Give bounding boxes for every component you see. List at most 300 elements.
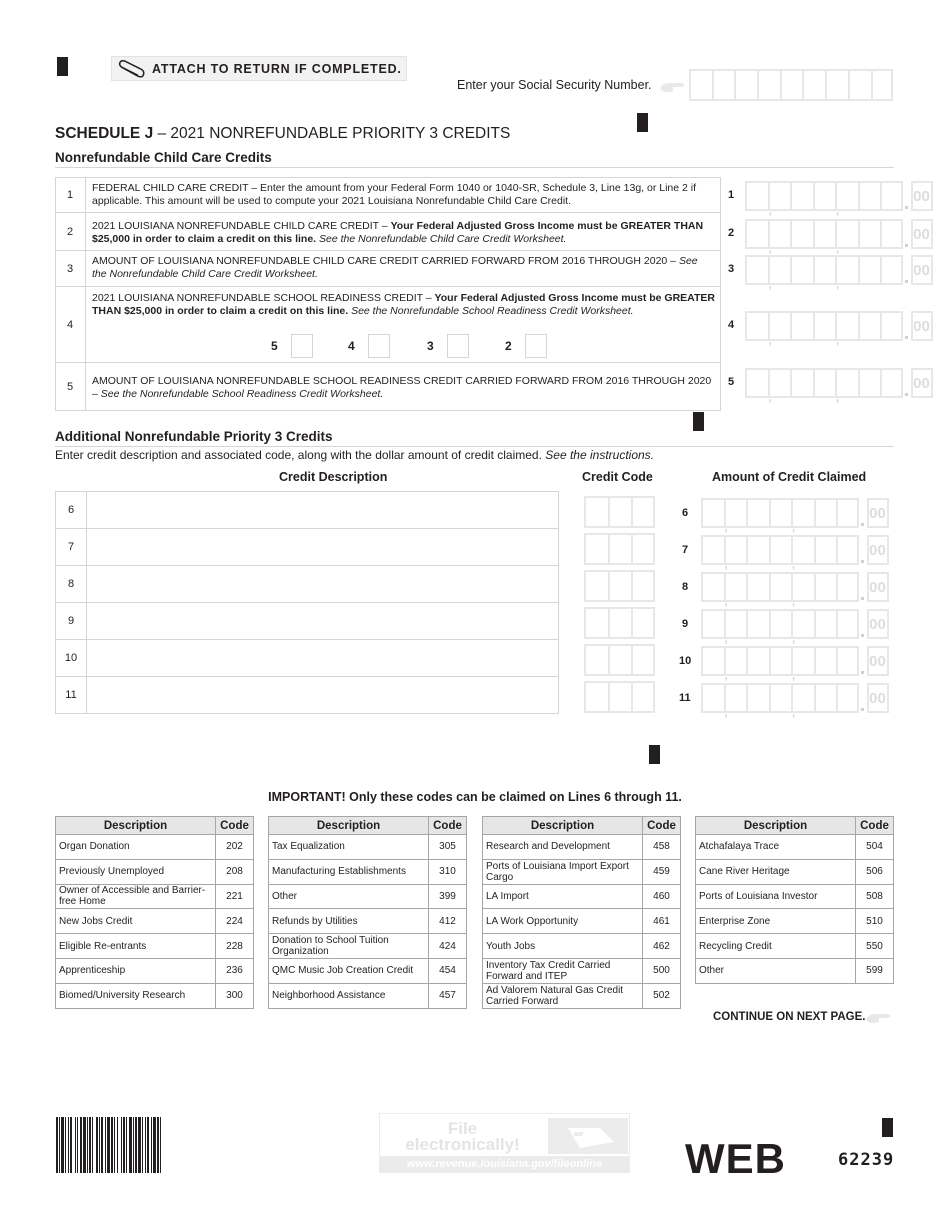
code-value: 504 — [856, 835, 894, 860]
cents-box: 00 — [911, 368, 933, 398]
table-row — [696, 909, 894, 934]
registration-mark — [637, 113, 648, 132]
amount-digit-box[interactable] — [724, 683, 747, 713]
amount-digit-box[interactable] — [835, 181, 858, 211]
code-description: LA Work Opportunity — [483, 909, 643, 934]
table-row — [483, 934, 681, 959]
description-header: Description — [269, 817, 429, 835]
amount-digit-box[interactable] — [701, 646, 724, 676]
code-digit-box[interactable] — [631, 681, 655, 713]
amount-digit-box[interactable] — [813, 255, 836, 285]
amount-digit-box[interactable] — [724, 609, 747, 639]
code-description: Ports of Louisiana Import Export Cargo — [483, 859, 643, 884]
code-digit-box[interactable] — [631, 570, 655, 602]
line-number: 8 — [56, 566, 87, 602]
section2-intro: Enter credit description and associated code, along with the dollar amount of credit claimed. See the instructions. — [55, 448, 654, 462]
code-header: Code — [856, 817, 894, 835]
amount-input[interactable] — [701, 609, 889, 639]
table-row — [269, 958, 467, 983]
code-description: Youth Jobs — [483, 934, 643, 959]
right-line-number: 10 — [679, 655, 692, 667]
code-description: Inventory Tax Credit Carried Forward and ITEP — [483, 958, 643, 983]
table-row — [696, 934, 894, 959]
cents-box: 00 — [911, 219, 933, 249]
cents-box: 00 — [867, 683, 889, 713]
web-label: WEB — [685, 1135, 786, 1182]
amount-digit-box[interactable] — [769, 683, 792, 713]
amount-digit-box[interactable] — [791, 572, 814, 602]
code-value: 310 — [429, 859, 467, 884]
code-description: Ports of Louisiana Investor — [696, 884, 856, 909]
amount-digit-box[interactable] — [836, 683, 859, 713]
amount-digit-box[interactable] — [768, 368, 791, 398]
amount-digit-box[interactable] — [746, 683, 769, 713]
file-electronically-logo[interactable] — [379, 1113, 630, 1173]
code-description: Organ Donation — [56, 835, 216, 860]
cents-box: 00 — [911, 311, 933, 341]
table-row — [483, 983, 681, 1008]
code-value: 550 — [856, 934, 894, 959]
amount-digit-box[interactable] — [791, 535, 814, 565]
code-header: Code — [216, 817, 254, 835]
star-rating-item — [427, 334, 469, 358]
right-line-number: 3 — [728, 263, 735, 275]
description-header: Description — [696, 817, 856, 835]
amount-digit-box[interactable] — [790, 255, 813, 285]
code-value: 458 — [643, 835, 681, 860]
amount-input[interactable] — [701, 572, 889, 602]
amount-digit-box[interactable] — [858, 368, 881, 398]
ssn-digit-box[interactable] — [825, 69, 848, 101]
amount-digit-box[interactable] — [701, 535, 724, 565]
amount-digit-box[interactable] — [791, 683, 814, 713]
amount-digit-box[interactable] — [813, 219, 836, 249]
amount-digit-box[interactable] — [814, 498, 837, 528]
code-description: Tax Equalization — [269, 835, 429, 860]
star-rating-label: 2 — [505, 339, 512, 353]
code-value: 412 — [429, 909, 467, 934]
code-digit-box[interactable] — [608, 570, 632, 602]
amount-input[interactable] — [745, 311, 933, 341]
amount-input[interactable] — [745, 181, 933, 211]
amount-input[interactable] — [701, 498, 889, 528]
amount-digit-box[interactable] — [814, 572, 837, 602]
table-row — [483, 909, 681, 934]
amount-digit-box[interactable] — [880, 255, 903, 285]
line-description: AMOUNT OF LOUISIANA NONREFUNDABLE SCHOOL READINESS CREDIT CARRIED FORWARD FROM 2016 THROUGH 2020 – See the Nonrefundable School Readiness Credit Worksheet. — [92, 375, 712, 400]
right-line-number: 7 — [682, 544, 689, 556]
star-rating-label: 3 — [427, 339, 434, 353]
code-table — [268, 816, 467, 1009]
section1-heading: Nonrefundable Child Care Credits — [55, 150, 272, 165]
table-row — [56, 958, 254, 983]
line-row — [55, 212, 721, 250]
barcode — [56, 1117, 228, 1173]
amount-digit-box[interactable] — [858, 311, 881, 341]
amount-digit-box[interactable] — [791, 498, 814, 528]
amount-digit-box[interactable] — [745, 255, 768, 285]
code-description: LA Import — [483, 884, 643, 909]
code-digit-box[interactable] — [584, 644, 608, 676]
right-line-number: 1 — [728, 189, 735, 201]
code-table — [695, 816, 894, 984]
code-value: 506 — [856, 859, 894, 884]
amount-digit-box[interactable] — [790, 368, 813, 398]
computer-icon — [548, 1118, 628, 1154]
amount-digit-box[interactable] — [814, 646, 837, 676]
code-description: Eligible Re-entrants — [56, 934, 216, 959]
amount-digit-box[interactable] — [746, 609, 769, 639]
cents-box: 00 — [867, 609, 889, 639]
amount-input[interactable] — [701, 535, 889, 565]
line-description: 2021 LOUISIANA NONREFUNDABLE SCHOOL READINESS CREDIT – Your Federal Adjusted Gross Income must be GREATER THAN $25,000 in order to claim a credit on this line. See the Nonrefundable School Readiness Credit Worksheet. — [92, 292, 715, 317]
amount-digit-box[interactable] — [746, 572, 769, 602]
amount-input[interactable] — [745, 368, 933, 398]
right-line-number: 2 — [728, 227, 735, 239]
amount-digit-box[interactable] — [701, 609, 724, 639]
star-rating-label: 4 — [348, 339, 355, 353]
code-description: Enterprise Zone — [696, 909, 856, 934]
ssn-digit-box[interactable] — [780, 69, 803, 101]
code-description: Recycling Credit — [696, 934, 856, 959]
amount-digit-box[interactable] — [880, 181, 903, 211]
code-description: Other — [696, 958, 856, 983]
code-description: Atchafalaya Trace — [696, 835, 856, 860]
amount-digit-box[interactable] — [746, 646, 769, 676]
efile-line1: File — [447, 1119, 478, 1138]
amount-digit-box[interactable] — [745, 219, 768, 249]
star-rating-label: 5 — [271, 339, 278, 353]
description-header: Description — [483, 817, 643, 835]
amount-digit-box[interactable] — [746, 535, 769, 565]
right-line-number: 9 — [682, 618, 689, 630]
amount-digit-box[interactable] — [813, 368, 836, 398]
code-description: Ad Valorem Natural Gas Credit Carried Forward — [483, 983, 643, 1008]
code-value: 221 — [216, 884, 254, 909]
amount-digit-box[interactable] — [745, 181, 768, 211]
code-value: 502 — [643, 983, 681, 1008]
code-digit-box[interactable] — [608, 607, 632, 639]
code-value: 399 — [429, 884, 467, 909]
code-description: Other — [269, 884, 429, 909]
code-header: Code — [429, 817, 467, 835]
ssn-digit-box[interactable] — [871, 69, 894, 101]
amount-claimed-header: Amount of Credit Claimed — [712, 470, 867, 484]
credit-description-header: Credit Description — [279, 470, 388, 484]
code-value: 457 — [429, 983, 467, 1008]
code-value: 424 — [429, 934, 467, 959]
form-number: 62239 — [838, 1150, 895, 1170]
code-description: Cane River Heritage — [696, 859, 856, 884]
star-rating-item — [505, 334, 547, 358]
amount-digit-box[interactable] — [880, 219, 903, 249]
code-description: Owner of Accessible and Barrier-free Home — [56, 884, 216, 909]
amount-digit-box[interactable] — [813, 311, 836, 341]
ssn-digit-box[interactable] — [689, 69, 712, 101]
code-table — [55, 816, 254, 1009]
amount-digit-box[interactable] — [724, 535, 747, 565]
credit-description-row[interactable] — [55, 491, 559, 528]
ssn-digit-box[interactable] — [712, 69, 735, 101]
code-description: Previously Unemployed — [56, 859, 216, 884]
code-digit-box[interactable] — [608, 533, 632, 565]
ssn-label: Enter your Social Security Number. — [457, 78, 652, 92]
pointing-hand-icon — [865, 1011, 891, 1029]
amount-digit-box[interactable] — [835, 219, 858, 249]
table-row — [696, 859, 894, 884]
amount-digit-box[interactable] — [880, 311, 903, 341]
credit-code-input[interactable] — [584, 644, 655, 676]
code-header: Code — [643, 817, 681, 835]
star-rating-item — [348, 334, 390, 358]
credit-description-row[interactable] — [55, 602, 559, 639]
amount-digit-box[interactable] — [768, 311, 791, 341]
code-digit-box[interactable] — [584, 496, 608, 528]
table-row — [56, 884, 254, 909]
code-value: 202 — [216, 835, 254, 860]
line-number: 7 — [56, 529, 87, 565]
amount-digit-box[interactable] — [835, 255, 858, 285]
line-description: AMOUNT OF LOUISIANA NONREFUNDABLE CHILD CARE CREDIT CARRIED FORWARD FROM 2016 THROUGH 2020 – See the Nonrefundable Child Care Credit Worksheet. — [92, 255, 698, 280]
amount-digit-box[interactable] — [768, 255, 791, 285]
code-digit-box[interactable] — [584, 681, 608, 713]
star-rating-item — [271, 334, 313, 358]
amount-digit-box[interactable] — [790, 311, 813, 341]
amount-digit-box[interactable] — [768, 219, 791, 249]
line-row — [55, 177, 721, 212]
section2-heading: Additional Nonrefundable Priority 3 Credits — [55, 429, 333, 444]
table-row — [269, 909, 467, 934]
line-number: 5 — [55, 363, 86, 411]
code-digit-box[interactable] — [584, 607, 608, 639]
line-number: 9 — [56, 603, 87, 639]
code-value: 460 — [643, 884, 681, 909]
table-row — [269, 859, 467, 884]
continue-label: CONTINUE ON NEXT PAGE. — [713, 1011, 866, 1023]
credit-code-input[interactable] — [584, 681, 655, 713]
code-description: Donation to School Tuition Organization — [269, 934, 429, 959]
line-row — [55, 250, 721, 286]
amount-digit-box[interactable] — [791, 646, 814, 676]
amount-digit-box[interactable] — [724, 646, 747, 676]
amount-digit-box[interactable] — [745, 368, 768, 398]
code-value: 224 — [216, 909, 254, 934]
table-row — [483, 884, 681, 909]
credit-code-input[interactable] — [584, 496, 655, 528]
code-value: 228 — [216, 934, 254, 959]
right-line-number: 6 — [682, 507, 689, 519]
amount-digit-box[interactable] — [746, 498, 769, 528]
right-line-number: 4 — [728, 319, 735, 331]
code-value: 461 — [643, 909, 681, 934]
star-rating-input[interactable] — [447, 334, 469, 358]
code-description: Research and Development — [483, 835, 643, 860]
amount-digit-box[interactable] — [835, 311, 858, 341]
cents-box: 00 — [867, 535, 889, 565]
registration-mark — [57, 57, 68, 76]
code-digit-box[interactable] — [608, 681, 632, 713]
amount-digit-box[interactable] — [814, 683, 837, 713]
amount-digit-box[interactable] — [858, 219, 881, 249]
important-notice: IMPORTANT! Only these codes can be claimed on Lines 6 through 11. — [268, 790, 682, 804]
table-row — [56, 835, 254, 860]
amount-digit-box[interactable] — [858, 181, 881, 211]
amount-input[interactable] — [701, 683, 889, 713]
table-row — [56, 983, 254, 1008]
code-value: 510 — [856, 909, 894, 934]
attach-label: ATTACH TO RETURN IF COMPLETED. — [152, 61, 402, 76]
line-number: 3 — [55, 251, 86, 286]
credit-description-row[interactable] — [55, 528, 559, 565]
code-value: 236 — [216, 958, 254, 983]
amount-digit-box[interactable] — [791, 609, 814, 639]
amount-digit-box[interactable] — [768, 181, 791, 211]
credit-code-input[interactable] — [584, 533, 655, 565]
table-row — [269, 983, 467, 1008]
registration-mark — [693, 412, 704, 431]
code-digit-box[interactable] — [608, 644, 632, 676]
paperclip-icon — [112, 56, 152, 81]
code-value: 508 — [856, 884, 894, 909]
amount-digit-box[interactable] — [836, 535, 859, 565]
code-value: 500 — [643, 958, 681, 983]
amount-digit-box[interactable] — [724, 498, 747, 528]
amount-digit-box[interactable] — [769, 609, 792, 639]
code-value: 208 — [216, 859, 254, 884]
star-rating-input[interactable] — [368, 334, 390, 358]
line-number: 11 — [56, 677, 87, 713]
table-row — [696, 835, 894, 860]
amount-digit-box[interactable] — [814, 609, 837, 639]
code-description: Biomed/University Research — [56, 983, 216, 1008]
amount-digit-box[interactable] — [701, 683, 724, 713]
amount-digit-box[interactable] — [836, 646, 859, 676]
amount-digit-box[interactable] — [724, 572, 747, 602]
cents-box: 00 — [911, 181, 933, 211]
code-value: 459 — [643, 859, 681, 884]
code-description: QMC Music Job Creation Credit — [269, 958, 429, 983]
table-row — [269, 934, 467, 959]
table-row — [483, 859, 681, 884]
code-value: 599 — [856, 958, 894, 983]
table-row — [696, 958, 894, 983]
code-table — [482, 816, 681, 1009]
ssn-digit-box[interactable] — [734, 69, 757, 101]
table-row — [483, 835, 681, 860]
line-number: 10 — [56, 640, 87, 676]
line-number: 2 — [55, 213, 86, 250]
amount-digit-box[interactable] — [858, 255, 881, 285]
amount-digit-box[interactable] — [769, 646, 792, 676]
amount-digit-box[interactable] — [769, 498, 792, 528]
code-digit-box[interactable] — [631, 533, 655, 565]
code-description: Neighborhood Assistance — [269, 983, 429, 1008]
amount-digit-box[interactable] — [745, 311, 768, 341]
ssn-input[interactable] — [689, 69, 893, 101]
line-number: 6 — [56, 492, 87, 528]
credit-code-input[interactable] — [584, 607, 655, 639]
amount-digit-box[interactable] — [701, 498, 724, 528]
pointing-hand-icon — [659, 80, 685, 98]
code-digit-box[interactable] — [631, 496, 655, 528]
registration-mark — [882, 1118, 893, 1137]
amount-input[interactable] — [745, 219, 933, 249]
table-row — [56, 934, 254, 959]
table-row — [56, 859, 254, 884]
code-description: New Jobs Credit — [56, 909, 216, 934]
efile-line2: electronically! — [405, 1135, 520, 1154]
amount-digit-box[interactable] — [769, 535, 792, 565]
amount-digit-box[interactable] — [790, 219, 813, 249]
amount-digit-box[interactable] — [836, 572, 859, 602]
code-description: Refunds by Utilities — [269, 909, 429, 934]
line-number: 4 — [55, 287, 86, 362]
credit-code-input[interactable] — [584, 570, 655, 602]
code-value: 454 — [429, 958, 467, 983]
amount-input[interactable] — [745, 255, 933, 285]
credit-description-row[interactable] — [55, 639, 559, 676]
amount-digit-box[interactable] — [701, 572, 724, 602]
code-value: 300 — [216, 983, 254, 1008]
amount-digit-box[interactable] — [790, 181, 813, 211]
credit-description-row[interactable] — [55, 565, 559, 602]
right-line-number: 8 — [682, 581, 689, 593]
star-rating-input[interactable] — [291, 334, 313, 358]
amount-digit-box[interactable] — [835, 368, 858, 398]
code-digit-box[interactable] — [608, 496, 632, 528]
right-line-number: 5 — [728, 376, 735, 388]
registration-mark — [649, 745, 660, 764]
amount-digit-box[interactable] — [880, 368, 903, 398]
efile-url[interactable]: www.revenue.louisiana.gov/fileonline — [380, 1156, 629, 1172]
star-rating-input[interactable] — [525, 334, 547, 358]
line-number: 1 — [55, 178, 86, 212]
amount-digit-box[interactable] — [814, 535, 837, 565]
ssn-digit-box[interactable] — [757, 69, 780, 101]
amount-digit-box[interactable] — [836, 609, 859, 639]
ssn-digit-box[interactable] — [802, 69, 825, 101]
code-value: 305 — [429, 835, 467, 860]
code-digit-box[interactable] — [631, 607, 655, 639]
table-row — [483, 958, 681, 983]
right-line-number: 11 — [679, 692, 691, 704]
credit-description-row[interactable] — [55, 676, 559, 713]
ssn-digit-box[interactable] — [848, 69, 871, 101]
amount-digit-box[interactable] — [769, 572, 792, 602]
table-row — [269, 884, 467, 909]
table-row — [696, 884, 894, 909]
amount-digit-box[interactable] — [836, 498, 859, 528]
table-row — [56, 909, 254, 934]
code-digit-box[interactable] — [631, 644, 655, 676]
code-description: Manufacturing Establishments — [269, 859, 429, 884]
credit-code-header: Credit Code — [582, 470, 653, 484]
line-description: 2021 LOUISIANA NONREFUNDABLE CHILD CARE CREDIT – Your Federal Adjusted Gross Income must be GREATER THAN $25,000 in order to claim a credit on this line. See the Nonrefundable Child Care Credit Worksheet. — [92, 220, 704, 245]
attach-notice — [111, 56, 407, 81]
code-value: 462 — [643, 934, 681, 959]
cents-box: 00 — [867, 498, 889, 528]
cents-box: 00 — [867, 646, 889, 676]
amount-digit-box[interactable] — [813, 181, 836, 211]
code-digit-box[interactable] — [584, 570, 608, 602]
cents-box: 00 — [911, 255, 933, 285]
cents-box: 00 — [867, 572, 889, 602]
line-description: FEDERAL CHILD CARE CREDIT – Enter the amount from your Federal Form 1040 or 1040-SR, Schedule 3, Line 13g, or Line 2 if applicable. This amount will be used to compute your 2021 Louisiana Nonrefundable Child Care Credit. — [92, 182, 697, 207]
schedule-title: SCHEDULE J – 2021 NONREFUNDABLE PRIORITY 3 CREDITS — [55, 125, 511, 142]
code-digit-box[interactable] — [584, 533, 608, 565]
table-row — [269, 835, 467, 860]
amount-input[interactable] — [701, 646, 889, 676]
